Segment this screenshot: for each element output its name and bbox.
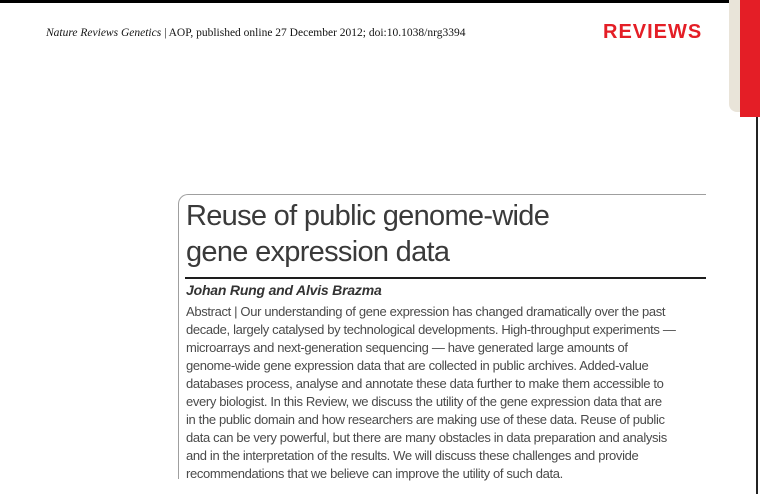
top-rule: [0, 0, 729, 3]
abstract-line: decade, largely catalysed by technological developments. High-throughput experiments —: [186, 322, 676, 337]
abstract-line: databases process, analyse and annotate these data further to make them accessible to: [186, 376, 664, 391]
abstract-line: data can be very powerful, but there are many obstacles in data preparation and analysis: [186, 430, 667, 445]
abstract-line: every biologist. In this Review, we discuss the utility of the gene expression data that are: [186, 394, 662, 409]
abstract-line: and in the interpretation of the results. We will discuss these challenges and provide: [186, 448, 639, 463]
article-authors: Johan Rung and Alvis Brazma: [186, 282, 382, 298]
citation-text: | AOP, published online 27 December 2012; doi:10.1038/nrg3394: [164, 27, 466, 39]
abstract-line: recommendations that we believe can improve the utility of such data.: [186, 466, 563, 481]
corner-tab-beige: [729, 0, 740, 112]
journal-name: Nature Reviews Genetics: [46, 27, 162, 39]
running-head: [46, 26, 465, 40]
article-abstract: [186, 303, 675, 483]
abstract-line: genome-wide gene expression data that are collected in public archives. Added-value: [186, 358, 649, 373]
abstract-line: microarrays and next-generation sequencing — have generated large amounts of: [186, 340, 628, 355]
article-title-line-1: Reuse of public genome-wide: [186, 200, 550, 232]
abstract-line: Abstract | Our understanding of gene expression has changed dramatically over the past: [186, 304, 666, 319]
abstract-line: in the public domain and how researchers are making use of these data. Reuse of public: [186, 412, 665, 427]
article-panel: [178, 194, 706, 479]
article-title: [186, 198, 549, 270]
article-title-line-2: gene expression data: [186, 236, 450, 268]
corner-tab-red: [740, 0, 760, 117]
section-label: REVIEWS: [603, 21, 703, 43]
page-edge-line: [756, 117, 758, 494]
title-divider-rule: [185, 277, 706, 279]
